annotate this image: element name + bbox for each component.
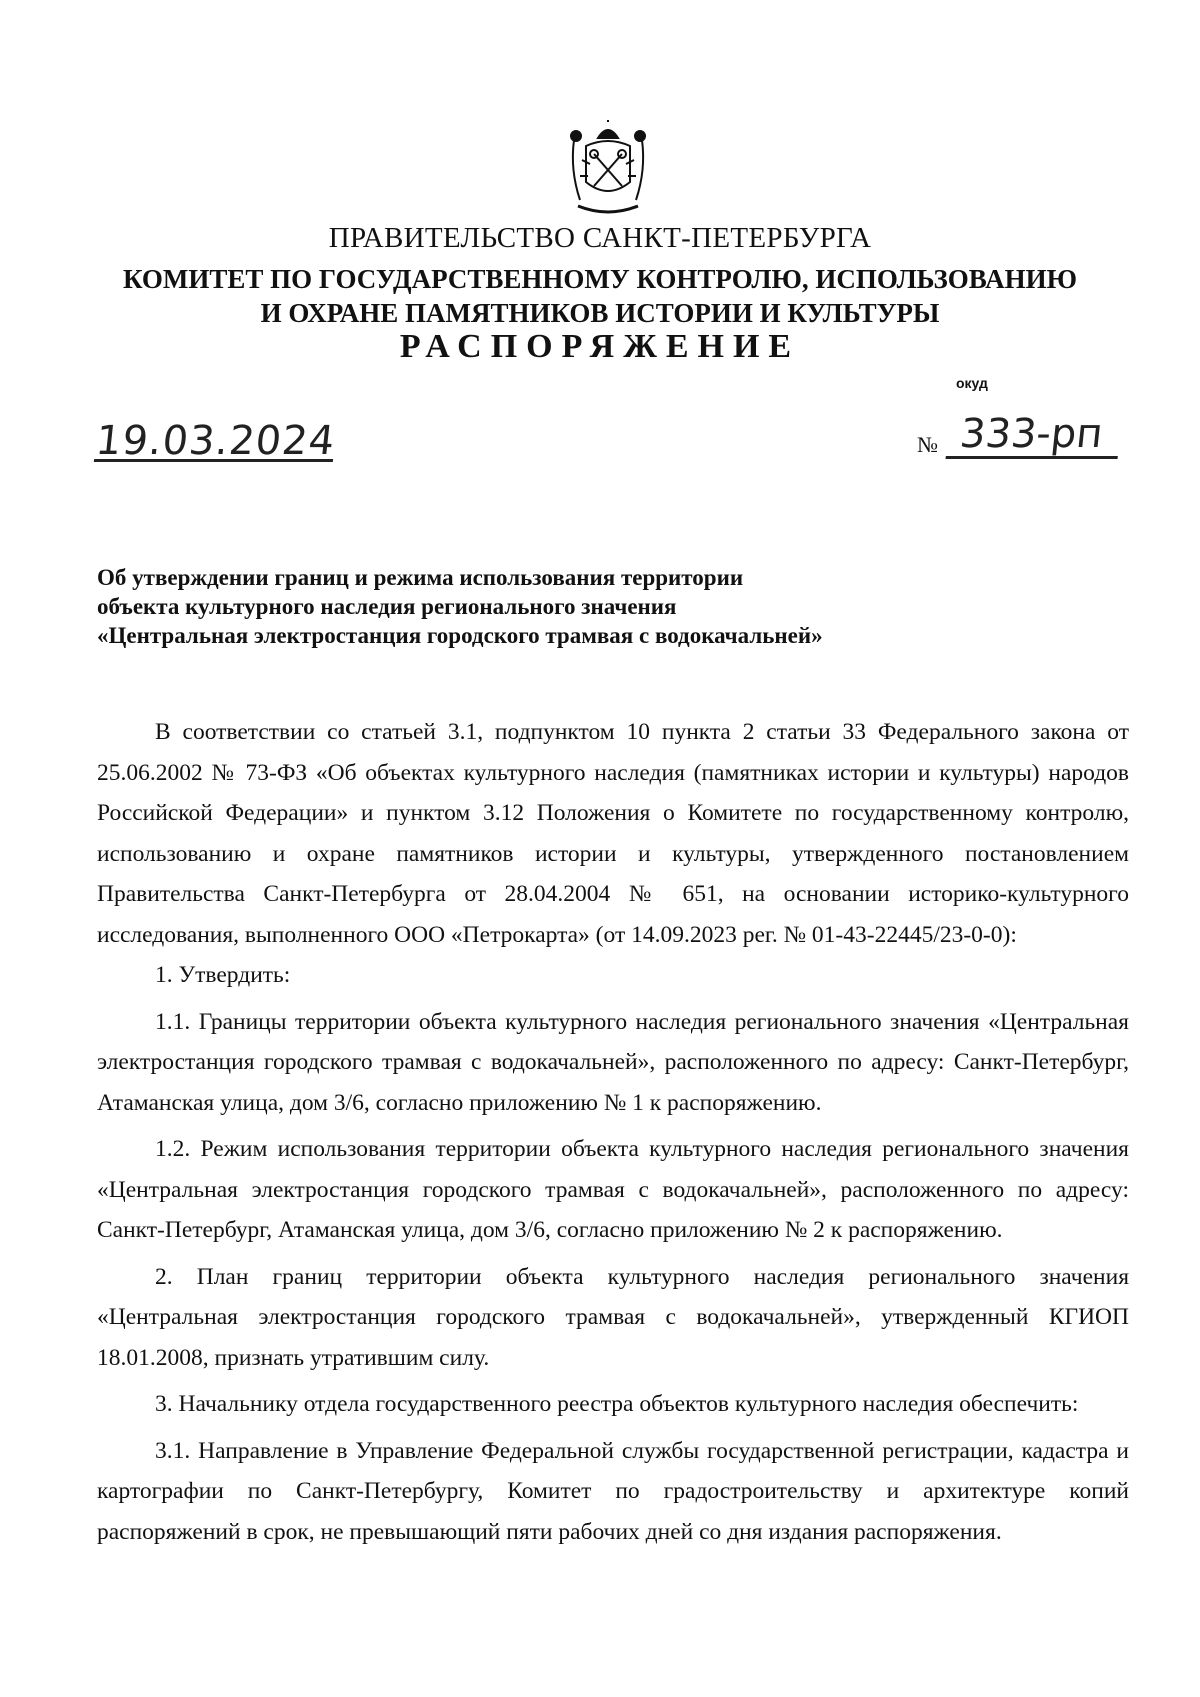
committee-title-line2: И ОХРАНЕ ПАМЯТНИКОВ ИСТОРИИ И КУЛЬТУРЫ	[260, 298, 940, 328]
paragraph-3: 3. Начальнику отдела государственного реестра объектов культурного наследия обеспечить:	[155, 1391, 1079, 1417]
document-type-title: РАСПОРЯЖЕНИЕ	[399, 328, 801, 365]
paragraph-3-1: 3.1. Направление в Управление Федеральной службы государственной регистрации, кадастра и картографии по Санкт-Петербургу, Комитет по градостроительству и архитектуре копий распоряжений в срок, не превышающий пяти рабочих дней со дня издания распоряжения.	[97, 1437, 1129, 1545]
document-subject	[97, 563, 897, 650]
coat-of-arms-icon	[568, 120, 648, 220]
subject-line3: «Центральная электростанция городского трамвая с водокачальней»	[97, 623, 823, 648]
paragraph-preamble: В соответствии со статьей 3.1, подпунктом 10 пункта 2 статьи 33 Федерального закона от 25.06.2002 № 73-ФЗ «Об объектах культурного наследия (памятниках истории и культуры) народов Российской Федерации» и пунктом 3.12 Положения о Комитете по государственному контролю, использованию и охране памятников истории и культуры, утвержденного постановлением Правительства Санкт-Петербурга от 28.04.2004 № 651, на основании историко-культурного исследования, выполненного ООО «Петрокарта» (от 14.09.2023 рег. № 01-43-22445/23-0-0):	[97, 719, 1129, 948]
document-body	[97, 712, 1129, 1552]
subject-line2: объекта культурного наследия регионального значения	[97, 594, 677, 619]
subject-line1: Об утверждении границ и режима использования территории	[97, 565, 744, 590]
paragraph-1: 1. Утвердить:	[155, 962, 291, 988]
committee-title	[100, 262, 1100, 330]
government-title: ПРАВИТЕЛЬСТВО САНКТ-ПЕТЕРБУРГА	[328, 222, 872, 254]
number-label: №	[917, 432, 938, 457]
handwritten-date: 19.03.2024	[93, 418, 338, 464]
paragraph-1-2: 1.2. Режим использования территории объекта культурного наследия регионального значения «Центральная электростанция городского трамвая с водокачальней», расположенного по адресу: Санкт-Петербург, Атаманская улица, дом 3/6, согласно приложению № 2 к распоряжению.	[97, 1136, 1129, 1243]
paragraph-2: 2. План границ территории объекта культурного наследия регионального значения «Центральная электростанция городского трамвая с водокачальней», утвержденный КГИОП 18.01.2008, признать утратившим силу.	[97, 1263, 1129, 1371]
committee-title-line1: КОМИТЕТ ПО ГОСУДАРСТВЕННОМУ КОНТРОЛЮ, ИСПОЛЬЗОВАНИЮ	[123, 264, 1077, 294]
handwritten-number: 333-рп	[946, 412, 1123, 459]
okud-label: окуд	[956, 375, 988, 391]
paragraph-1-1: 1.1. Границы территории объекта культурного наследия регионального значения «Центральная электростанция городского трамвая с водокачальней», расположенного по адресу: Санкт-Петербург, Атаманская улица, дом 3/6, согласно приложению № 1 к распоряжению.	[97, 1008, 1129, 1116]
